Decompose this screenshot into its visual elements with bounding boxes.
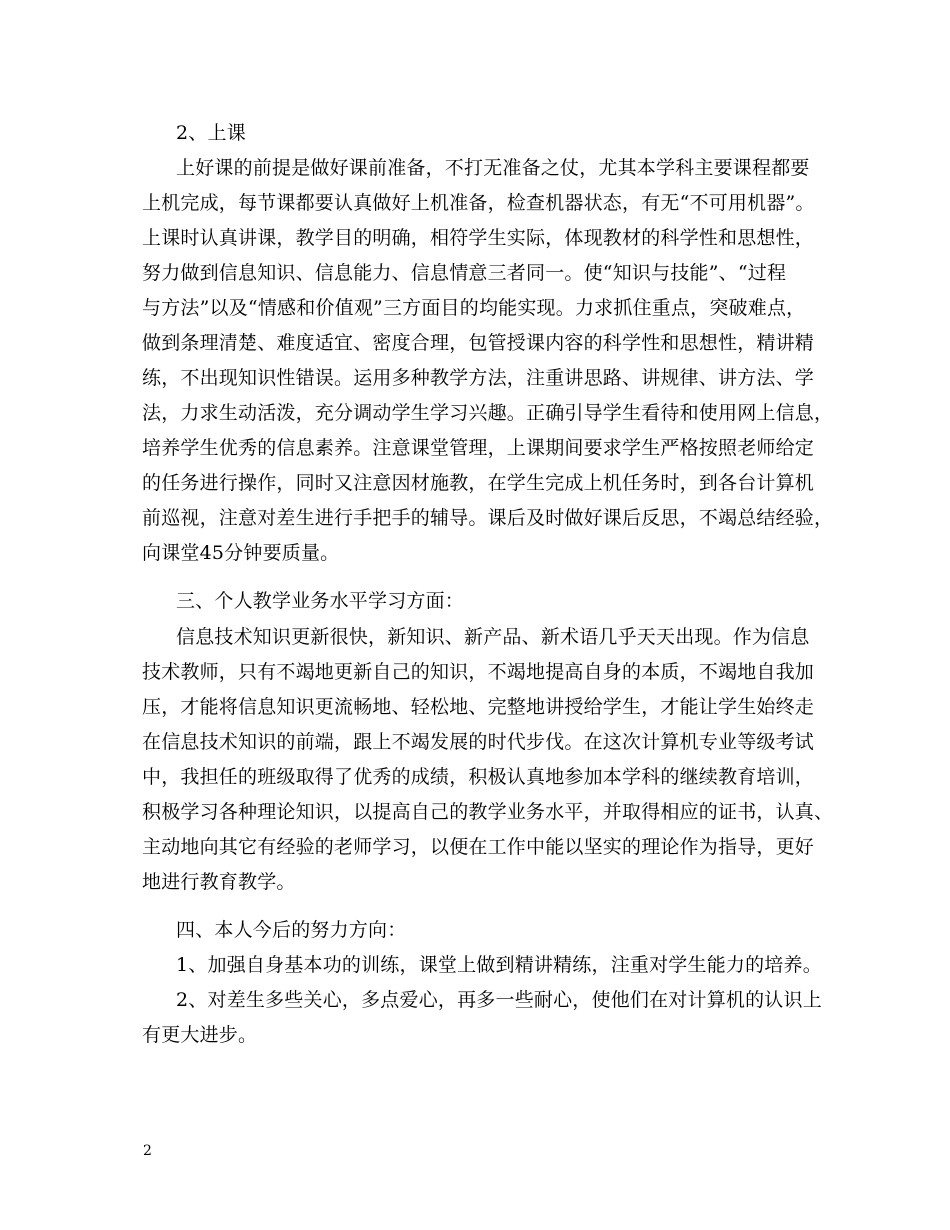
paragraph-line: 在信息技术知识的前端，跟上不竭发展的时代步伐。在这次计算机专业等级考试 bbox=[142, 731, 815, 753]
paragraph-line: 上课时认真讲课，教学目的明确，相符学生实际，体现教材的科学性和思想性， bbox=[142, 227, 815, 249]
paragraph-line: 压，才能将信息知识更流畅地、轻松地、完整地讲授给学生，才能让学生始终走 bbox=[142, 696, 815, 718]
paragraph-line: 主动地向其它有经验的老师学习，以便在工作中能以坚实的理论作为指导，更好 bbox=[142, 836, 815, 858]
paragraph-line: 上好课的前提是做好课前准备，不打无准备之仗，尤其本学科主要课程都要 bbox=[176, 157, 810, 179]
section-heading-study: 三、个人教学业务水平学习方面： bbox=[176, 590, 465, 612]
paragraph-line: 上机完成，每节课都要认真做好上机准备，检查机器状态，有无“不可用机器”。 bbox=[142, 192, 815, 214]
paragraph-line: 培养学生优秀的信息素养。注意课堂管理，上课期间要求学生严格按照老师给定 bbox=[142, 437, 815, 459]
list-item: 1、加强自身基本功的训练，课堂上做到精讲精练，注重对学生能力的培养。 bbox=[176, 954, 822, 976]
paragraph-line: 中，我担任的班级取得了优秀的成绩，积极认真地参加本学科的继续教育培训， bbox=[142, 766, 815, 788]
paragraph-line: 法，力求生动活泼，充分调动学生学习兴趣。正确引导学生看待和使用网上信息， bbox=[142, 402, 834, 424]
paragraph-line: 与方法”以及“情感和价值观”三方面目的均能实现。力求抓住重点，突破难点， bbox=[142, 297, 806, 319]
paragraph-line: 信息技术知识更新很快，新知识、新产品、新术语几乎天天出现。作为信息 bbox=[176, 626, 810, 648]
paragraph-line: 技术教师，只有不竭地更新自己的知识，不竭地提高自身的本质，不竭地自我加 bbox=[142, 661, 815, 683]
section-heading-lesson: 2、上课 bbox=[176, 122, 246, 144]
paragraph-line: 积极学习各种理论知识，以提高自己的教学业务水平，并取得相应的证书，认真、 bbox=[142, 801, 834, 823]
paragraph-line: 前巡视，注意对差生进行手把手的辅导。课后及时做好课后反思，不竭总结经验， bbox=[142, 507, 834, 529]
paragraph-line: 地进行教育教学。 bbox=[142, 871, 296, 893]
paragraph-line: 练，不出现知识性错误。运用多种教学方法，注重讲思路、讲规律、讲方法、学 bbox=[142, 367, 815, 389]
paragraph-line: 的任务进行操作，同时又注意因材施教，在学生完成上机任务时，到各台计算机 bbox=[142, 472, 815, 494]
list-item: 2、对差生多些关心，多点爱心，再多一些耐心，使他们在对计算机的认识上 bbox=[176, 989, 822, 1011]
paragraph-line: 努力做到信息知识、信息能力、信息情意三者同一。使“知识与技能”、“过程 bbox=[142, 262, 787, 284]
page-number: 2 bbox=[143, 1143, 152, 1159]
paragraph-line: 做到条理清楚、难度适宜、密度合理，包管授课内容的科学性和思想性，精讲精 bbox=[142, 332, 815, 354]
section-heading-direction: 四、本人今后的努力方向： bbox=[176, 919, 407, 941]
paragraph-line: 有更大进步。 bbox=[142, 1024, 258, 1046]
paragraph-line: 向课堂45分钟要质量。 bbox=[142, 542, 340, 564]
